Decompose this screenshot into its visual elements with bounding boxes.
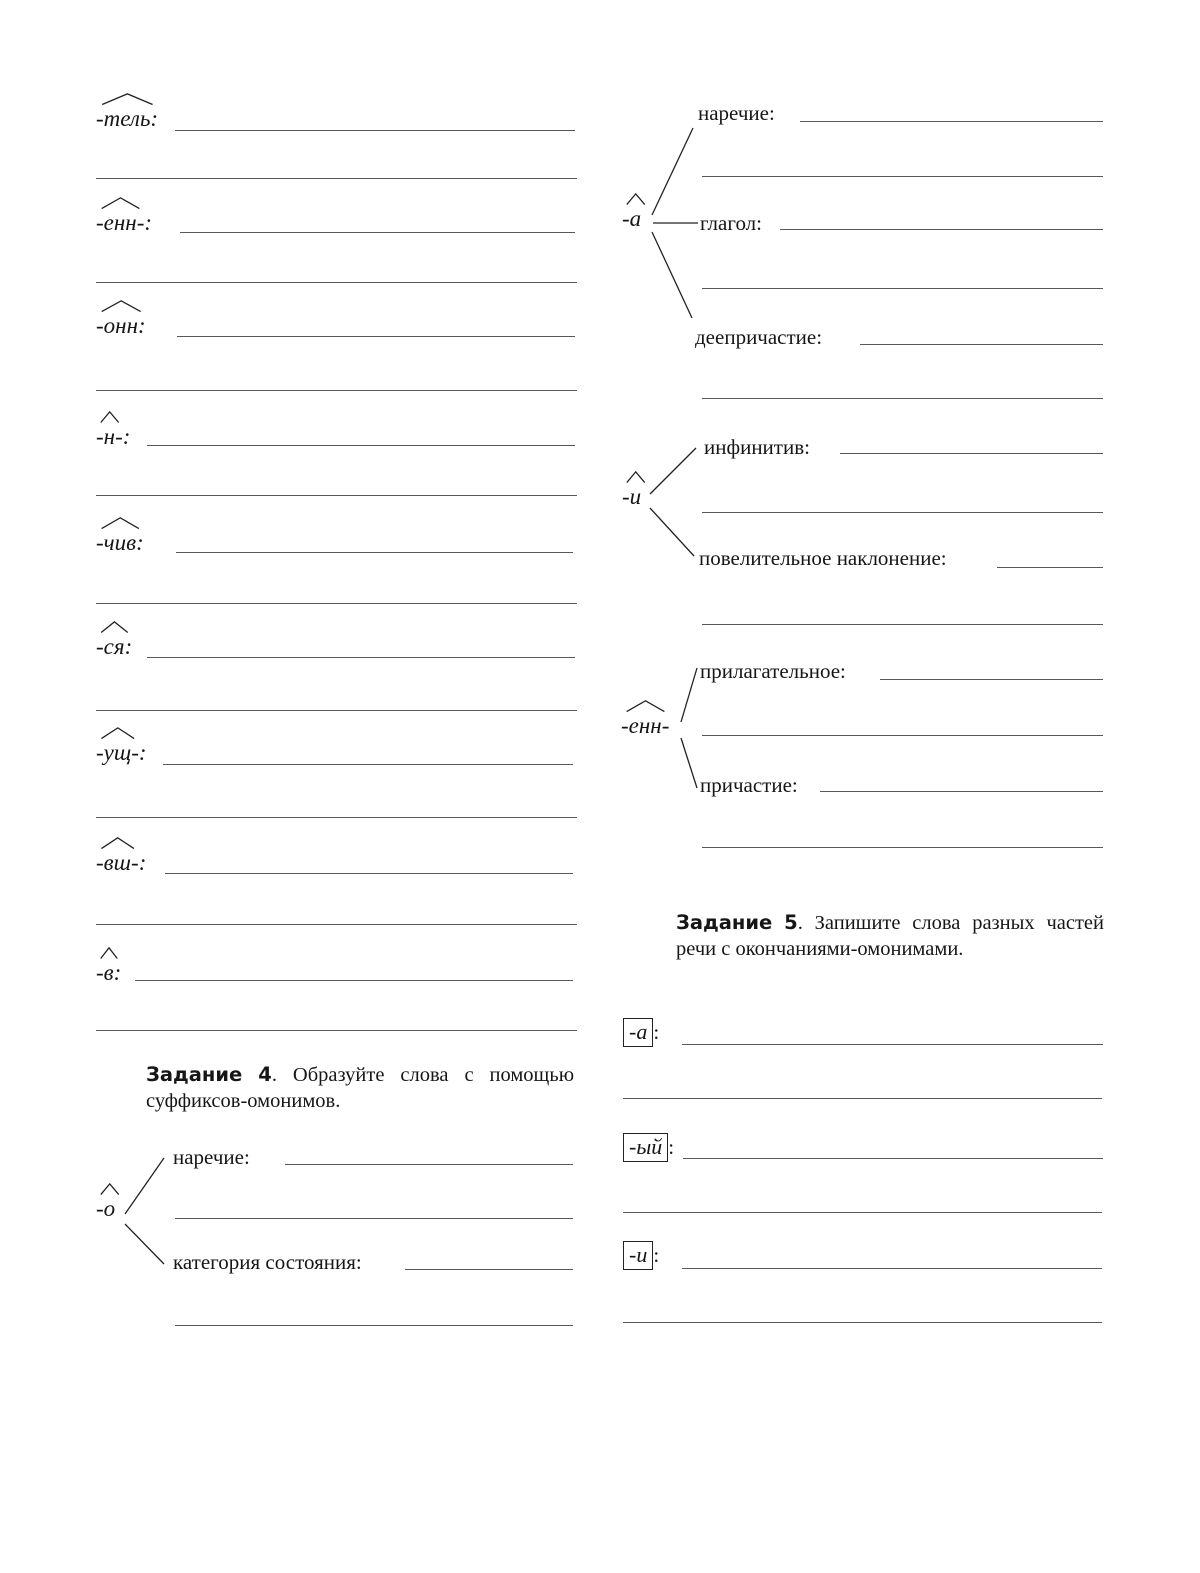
suffix-core: енн [103,210,137,235]
colon: : [138,313,146,338]
suffix-hyphen: - [96,850,104,875]
suffix-hyphen: - [115,424,123,449]
branch-label: деепричастие: [695,325,823,349]
suffix-hyphen: - [96,210,104,235]
writing-line [96,282,577,283]
suffix-hyphen: - [96,740,104,765]
suffix-hyphen: - [622,206,630,231]
colon: : [144,210,153,235]
suffix-label [622,206,641,232]
ending-box: -а [623,1018,653,1047]
answer-line [147,657,575,658]
branch-connector-lines [676,664,702,792]
suffix-caret-icon [100,411,119,423]
writing-line [96,603,577,604]
suffix-label [96,210,152,236]
writing-line [623,1322,1102,1323]
writing-line [96,178,577,179]
suffix-core: в [103,960,114,985]
answer-line [683,1158,1103,1159]
branch-label: причастие: [700,773,798,797]
colon: : [653,1243,660,1267]
answer-line [840,453,1103,454]
suffix-caret-icon [625,700,666,712]
writing-line [702,398,1103,399]
branch-label: глагол: [700,211,762,235]
colon: : [124,634,133,659]
suffix-core: и [629,484,642,509]
suffix-label [96,1196,115,1222]
suffix-hyphen: - [96,424,104,449]
suffix-core: ущ [103,740,132,765]
answer-line [405,1269,573,1270]
suffix-hyphen: - [96,106,104,131]
colon: : [668,1135,675,1159]
branch-label: прилагательное: [700,659,846,683]
suffix-core: тель [103,106,151,131]
suffix-core: чив [103,530,137,555]
suffix-hyphen: - [96,530,104,555]
branch-connector-lines [645,118,705,333]
branch-connector-lines [116,1150,168,1268]
writing-line [702,847,1103,848]
colon: : [113,960,122,985]
suffix-core: ся [103,634,125,659]
suffix-hyphen: - [622,484,630,509]
suffix-label [96,740,147,766]
suffix-core: н [103,424,116,449]
colon: : [138,740,147,765]
branch-label: наречие: [173,1145,250,1169]
suffix-hyphen: - [96,1196,104,1221]
answer-line [180,232,575,233]
suffix-hyphen: - [136,210,145,235]
answer-line [682,1044,1103,1045]
suffix-label [96,850,146,876]
colon: : [653,1020,660,1044]
answer-line [177,336,575,337]
suffix-hyphen: - [661,713,670,738]
answer-line [176,552,573,553]
writing-line [702,735,1103,736]
writing-line [702,288,1103,289]
branch-connector-lines [645,444,701,560]
suffix-caret-icon [100,727,136,739]
suffix-caret-icon [100,197,141,209]
task-text: речи с окончаниями-омонимами. [676,938,964,960]
answer-line [997,567,1103,568]
branch-label: инфинитив: [704,435,810,459]
suffix-caret-icon [100,93,155,105]
colon: : [136,530,144,555]
suffix-label [622,484,641,510]
branch-label: наречие: [698,101,775,125]
answer-line [163,764,573,765]
answer-line [285,1164,573,1165]
suffix-core: вш [103,850,132,875]
answer-line [820,791,1103,792]
writing-line [96,817,577,818]
suffix-hyphen: - [96,313,104,338]
branch-label: повелительное наклонение: [699,546,947,570]
suffix-core: а [629,206,642,231]
suffix-core: о [103,1196,116,1221]
writing-line [96,495,577,496]
colon: : [138,850,147,875]
answer-line [165,873,573,874]
suffix-caret-icon [626,471,646,483]
writing-line [96,390,577,391]
writing-line [623,1212,1102,1213]
answer-line [135,980,573,981]
colon: : [122,424,131,449]
ending-box: -и [623,1241,653,1270]
suffix-caret-icon [100,517,140,529]
task-word: Задание [146,1063,243,1086]
answer-line [175,130,575,131]
suffix-caret-icon [100,621,129,633]
ending-row [623,1018,659,1047]
task-word: Задание [676,911,773,934]
task4-heading [146,1062,574,1114]
suffix-label [621,713,669,739]
writing-line [175,1218,573,1219]
writing-line [623,1098,1102,1099]
suffix-caret-icon [100,947,118,959]
writing-line [96,924,577,925]
suffix-hyphen: - [96,960,104,985]
suffix-hyphen: - [131,740,139,765]
answer-line [800,121,1103,122]
suffix-caret-icon [100,837,135,849]
answer-line [880,679,1103,680]
task-text: суффиксов-омонимов. [146,1090,341,1112]
suffix-label [96,106,158,132]
suffix-hyphen: - [621,713,629,738]
suffix-label [96,313,146,339]
task-number: 5 [784,911,798,934]
writing-line [96,710,577,711]
suffix-core: онн [103,313,138,338]
suffix-core: енн [628,713,662,738]
suffix-hyphen: - [131,850,139,875]
suffix-label [96,530,144,556]
writing-line [702,624,1103,625]
suffix-caret-icon [100,300,142,312]
writing-line [702,176,1103,177]
writing-line [175,1325,573,1326]
suffix-label [96,960,121,986]
branch-label: категория состояния: [173,1250,362,1274]
suffix-hyphen: - [96,634,104,659]
task-text: . Запишите слова разных частей [797,912,1105,934]
answer-line [682,1268,1102,1269]
writing-line [702,512,1103,513]
suffix-caret-icon [626,193,646,205]
suffix-label [96,424,130,450]
answer-line [860,344,1103,345]
ending-box: -ый [623,1133,668,1162]
answer-line [147,445,575,446]
task-number: 4 [258,1063,272,1086]
task-text: . Образуйте слова с помощью [271,1064,575,1086]
ending-row [623,1133,674,1162]
suffix-label [96,634,132,660]
answer-line [780,229,1103,230]
task5-heading [676,910,1104,962]
writing-line [96,1030,577,1031]
ending-row [623,1241,659,1270]
colon: : [150,106,159,131]
